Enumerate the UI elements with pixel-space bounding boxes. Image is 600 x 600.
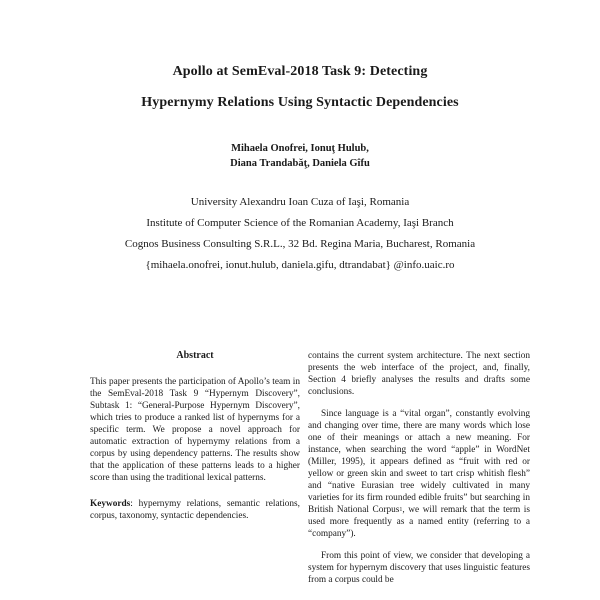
abstract-text: This paper presents the participation of Apollo’s team in the SemEval-2018 Task 9 “Hypernym Discovery”, Subtask 1: “General-Purpose Hypernym Discovery”, which tries to produce a ranked list of hypernyms for a specific term. We propose a novel approach for automatic extraction of hypernymy relations from a corpus by using dependency patterns. The results show that the application of these patterns leads to a higher score than using the traditional lexical patterns.: [90, 377, 300, 483]
keywords-label: Keywords: [90, 499, 131, 509]
authors-line-1: Mihaela Onofrei, Ionuţ Hulub,: [231, 143, 369, 154]
affiliation-1: University Alexandru Ioan Cuza of Iaşi, Romania: [190, 196, 410, 208]
body-paragraph-2-part-a: Since language is a “vital organ”, constantly evolving and changing over time, there are many words which lose one of their meanings or attach a new meaning. For instance, when searching the word “apple” in WordNet (Miller, 1995), it appears defined as “fruit with red or yellow or green skin and sweet to tart crisp whitish flesh” and “native Eurasian tree widely cultivated in many varieties for its firm rounded edible fruits” but searching in British National Corpus: [308, 409, 530, 515]
affiliation-3: Cognos Business Consulting S.R.L., 32 Bd. Regina Maria, Bucharest, Romania: [124, 238, 476, 250]
author-emails: {mihaela.onofrei, ionut.hulub, daniela.gifu, dtrandabat} @info.uaic.ro: [145, 259, 455, 271]
keywords: [90, 498, 300, 522]
authors-line-2: Diana Trandabăţ, Daniela Gîfu: [230, 158, 370, 169]
abstract-column: [90, 376, 300, 522]
footnote-mark: 1: [399, 507, 403, 513]
affiliation-2: Institute of Computer Science of the Romanian Academy, Iaşi Branch: [146, 217, 454, 229]
body-paragraph-2-part-b: , we will remark that the term is used more frequently as a named entity (referring to a “company”).: [308, 505, 530, 539]
body-paragraph-1: contains the current system architecture. The next section presents the web interface of the project, and, finally, Section 4 briefly analyses the results and drafts some conclusions.: [308, 351, 530, 397]
paper-title-line-2: Hypernymy Relations Using Syntactic Dependencies: [141, 95, 459, 110]
keywords-text: : hypernymy relations, semantic relations, corpus, taxonomy, syntactic dependencies.: [90, 499, 300, 521]
body-paragraph-3: From this point of view, we consider that developing a system for hypernym discovery that uses linguistic features from a corpus could be: [308, 551, 530, 585]
body-paragraph-2: [308, 408, 530, 540]
paper-title-line-1: Apollo at SemEval-2018 Task 9: Detecting: [172, 64, 428, 79]
abstract-heading: Abstract: [176, 350, 214, 361]
body-column: [308, 350, 530, 586]
